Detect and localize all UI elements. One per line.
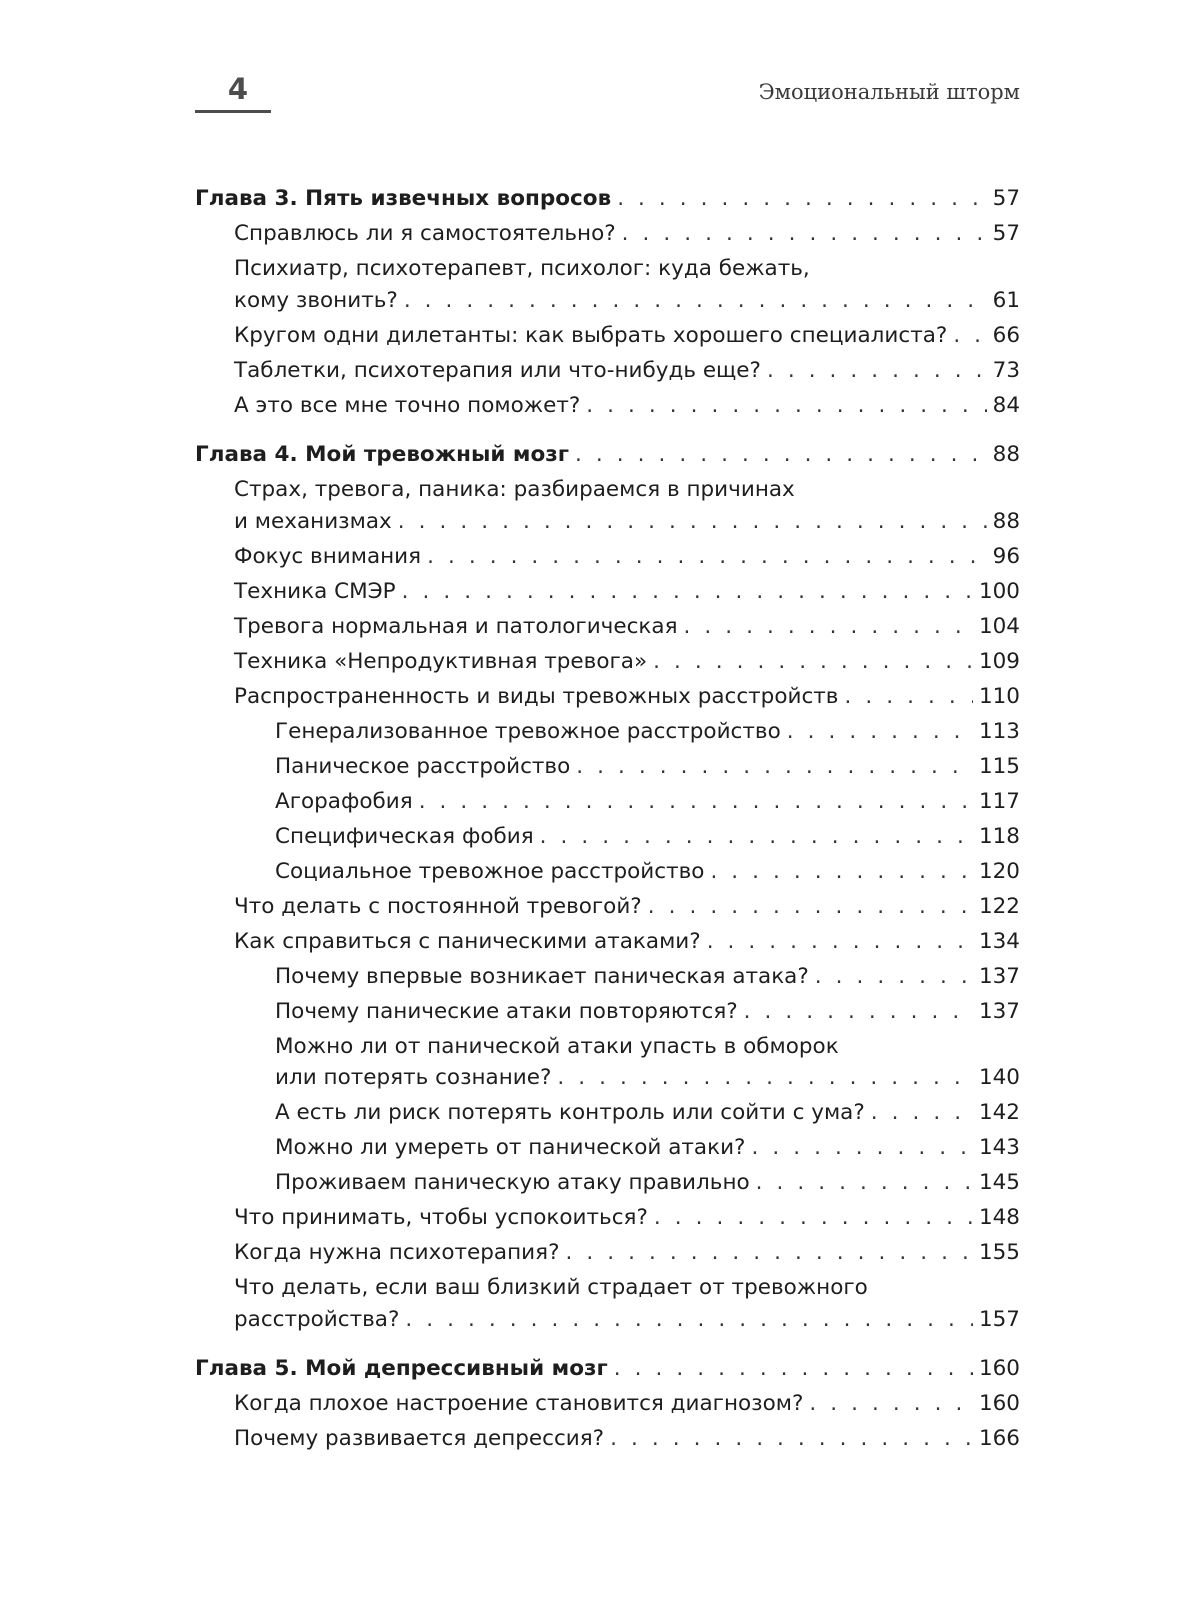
- toc-page-number: 61: [992, 287, 1020, 313]
- dot-leader: [576, 751, 973, 783]
- toc-page-number: 140: [978, 1065, 1020, 1090]
- toc-entry-row: [275, 996, 1020, 1028]
- dot-leader: [809, 1388, 973, 1420]
- toc-page-number: 88: [992, 508, 1020, 534]
- toc-entry-title: Специфическая фобия: [275, 823, 534, 849]
- dot-leader: [767, 355, 987, 387]
- toc-entry-title: Техника «Непродуктивная тревога»: [234, 648, 648, 674]
- toc-page-number: 142: [978, 1100, 1020, 1125]
- toc-entry-row: [234, 1423, 1020, 1455]
- toc-entry-row: [234, 1304, 1020, 1336]
- dot-leader: [710, 856, 973, 888]
- toc-entry-title: Справлюсь ли я самостоятельно?: [234, 221, 616, 246]
- toc-page-number: 155: [978, 1240, 1020, 1265]
- toc-entry-title-line: Страх, тревога, паника: разбираемся в причинах: [234, 477, 795, 502]
- table-of-contents: [195, 183, 1020, 1455]
- toc-chapter-entry: [195, 183, 1020, 215]
- toc-entry-row: [234, 681, 1020, 713]
- running-title: Эмоциональный шторм: [758, 80, 1020, 104]
- toc-entry-row: [234, 541, 1020, 573]
- toc-entry-row: [275, 856, 1020, 888]
- toc-entry-row: [234, 390, 1020, 422]
- toc-subsection-entry: [195, 961, 1020, 993]
- toc-entry-row: [234, 218, 1020, 250]
- dot-leader: [815, 961, 973, 993]
- toc-entry-title: Агорафобия: [275, 788, 413, 814]
- toc-subsection-entry: [195, 821, 1020, 853]
- toc-entry-row: [275, 716, 1020, 748]
- toc-entry-title: Распространенность и виды тревожных расстройств: [234, 683, 839, 709]
- toc-page-number: 134: [978, 928, 1020, 954]
- toc-page-number: 117: [978, 788, 1020, 814]
- toc-section-entry: [195, 576, 1020, 608]
- toc-entry-row: [234, 646, 1020, 678]
- dot-leader: [565, 1237, 972, 1269]
- toc-page-number: 110: [978, 683, 1020, 709]
- dot-leader: [648, 891, 973, 923]
- toc-entry-title: Что принимать, чтобы успокоиться?: [234, 1205, 648, 1230]
- toc-entry-title: Когда нужна психотерапия?: [234, 1240, 560, 1265]
- toc-entry-title: Техника СМЭР: [234, 578, 396, 604]
- dot-leader: [684, 611, 973, 643]
- toc-page-number: 113: [978, 718, 1020, 744]
- toc-entry-title-line: Можно ли от панической атаки упасть в обморок: [275, 1033, 839, 1059]
- toc-entry-row: [234, 611, 1020, 643]
- toc-subsection-entry: [195, 1132, 1020, 1164]
- toc-entry-title: А есть ли риск потерять контроль или сойти с ума?: [275, 1100, 865, 1125]
- toc-page-number: 88: [992, 442, 1020, 467]
- toc-subsection-entry: [195, 1097, 1020, 1129]
- dot-leader: [586, 390, 986, 422]
- dot-leader: [610, 1423, 973, 1455]
- toc-page-number: 109: [978, 648, 1020, 674]
- toc-entry-title: Почему впервые возникает паническая атака?: [275, 963, 809, 989]
- dot-leader: [871, 1097, 973, 1129]
- toc-entry-title: Когда плохое настроение становится диагнозом?: [234, 1391, 804, 1416]
- toc-page-number: 100: [978, 578, 1020, 604]
- toc-entry-row: [234, 576, 1020, 608]
- toc-page-number: 73: [992, 357, 1020, 383]
- toc-subsection-entry: [195, 1167, 1020, 1199]
- toc-page-number: 57: [992, 186, 1020, 211]
- toc-section-entry: [195, 1423, 1020, 1455]
- toc-entry-title: Проживаем паническую атаку правильно: [275, 1170, 750, 1195]
- toc-page-number: 148: [978, 1205, 1020, 1230]
- toc-entry-title: кому звонить?: [234, 287, 398, 313]
- dot-leader: [398, 506, 987, 538]
- toc-section-entry: [195, 1237, 1020, 1269]
- toc-section-entry: [195, 474, 1020, 537]
- toc-entry-title: Можно ли умереть от панической атаки?: [275, 1135, 746, 1160]
- toc-entry-title: Почему развивается депрессия?: [234, 1426, 605, 1451]
- toc-entry-title-line: Что делать, если ваш близкий страдает от тревожного: [234, 1275, 868, 1300]
- dot-leader: [787, 716, 973, 748]
- toc-page-number: 157: [978, 1306, 1020, 1332]
- toc-entry-row: [234, 1237, 1020, 1269]
- dot-leader: [617, 183, 986, 215]
- dot-leader: [419, 786, 973, 818]
- toc-page-number: 115: [978, 753, 1020, 779]
- toc-entry-row: [275, 786, 1020, 818]
- toc-entry-title: и механизмах: [234, 508, 392, 534]
- toc-entry-title: Кругом одни дилетанты: как выбрать хорошего специалиста?: [234, 322, 948, 348]
- page-number: 4: [227, 72, 249, 106]
- toc-entry-title: Глава 4. Мой тревожный мозг: [195, 442, 570, 467]
- toc-entry-title: Генерализованное тревожное расстройство: [275, 718, 781, 744]
- toc-entry-row: [234, 891, 1020, 923]
- toc-page-number: 160: [978, 1356, 1020, 1381]
- toc-entry-row: [234, 1388, 1020, 1420]
- toc-entry-row: [195, 1353, 1020, 1385]
- toc-entry-row: [275, 1167, 1020, 1199]
- toc-entry-title: Что делать с постоянной тревогой?: [234, 893, 642, 919]
- toc-page-number: 137: [978, 998, 1020, 1024]
- toc-section-entry: [195, 1272, 1020, 1335]
- toc-entry-title: Паническое расстройство: [275, 753, 571, 779]
- toc-page-number: 57: [992, 221, 1020, 246]
- toc-page-number: 143: [978, 1135, 1020, 1160]
- toc-section-entry: [195, 355, 1020, 387]
- toc-entry-title: Глава 3. Пять извечных вопросов: [195, 186, 612, 211]
- toc-section-entry: [195, 320, 1020, 352]
- dot-leader: [653, 646, 973, 678]
- toc-subsection-entry: [195, 1031, 1020, 1094]
- page-number-rule: [195, 110, 271, 113]
- toc-page-number: 166: [978, 1426, 1020, 1451]
- toc-chapter-entry: [195, 1353, 1020, 1385]
- toc-section-entry: [195, 1388, 1020, 1420]
- dot-leader: [707, 926, 973, 958]
- toc-page-number: 84: [992, 392, 1020, 418]
- toc-page-number: 96: [992, 543, 1020, 569]
- toc-page-number: 66: [992, 322, 1020, 348]
- toc-section-entry: [195, 891, 1020, 923]
- toc-section-entry: [195, 541, 1020, 573]
- toc-entry-row: [234, 1202, 1020, 1234]
- toc-entry-title: Как справиться с паническими атаками?: [234, 928, 701, 954]
- dot-leader: [540, 821, 973, 853]
- toc-entry-row: [234, 355, 1020, 387]
- toc-page-number: 137: [978, 963, 1020, 989]
- toc-entry-row: [195, 439, 1020, 471]
- toc-entry-row: [275, 1097, 1020, 1129]
- toc-page-number: 122: [978, 893, 1020, 919]
- toc-entry-row: [234, 506, 1020, 538]
- toc-entry-row: [234, 926, 1020, 958]
- dot-leader: [557, 1062, 973, 1094]
- dot-leader: [744, 996, 973, 1028]
- toc-entry-row: [275, 821, 1020, 853]
- toc-entry-title: Глава 5. Мой депрессивный мозг: [195, 1356, 608, 1381]
- toc-page-number: 104: [978, 613, 1020, 639]
- toc-section-entry: [195, 611, 1020, 643]
- toc-section-entry: [195, 1202, 1020, 1234]
- toc-page-number: 120: [978, 858, 1020, 884]
- toc-entry-title: Фокус внимания: [234, 543, 422, 569]
- toc-section-entry: [195, 681, 1020, 713]
- toc-subsection-entry: [195, 996, 1020, 1028]
- toc-entry-row: [234, 320, 1020, 352]
- toc-entry-title: Таблетки, психотерапия или что-нибудь еще?: [234, 357, 761, 383]
- dot-leader: [402, 576, 973, 608]
- toc-entry-row: [275, 961, 1020, 993]
- toc-entry-row: [275, 1062, 1020, 1094]
- dot-leader: [575, 439, 987, 471]
- toc-section-entry: [195, 253, 1020, 316]
- toc-subsection-entry: [195, 856, 1020, 888]
- toc-section-entry: [195, 390, 1020, 422]
- toc-entry-row: [234, 285, 1020, 317]
- toc-page-number: 118: [978, 823, 1020, 849]
- toc-section-entry: [195, 926, 1020, 958]
- dot-leader: [751, 1132, 972, 1164]
- dot-leader: [756, 1167, 973, 1199]
- toc-section-entry: [195, 218, 1020, 250]
- toc-page-number: 145: [978, 1170, 1020, 1195]
- toc-entry-title: А это все мне точно поможет?: [234, 392, 581, 418]
- dot-leader: [427, 541, 987, 573]
- dot-leader: [622, 218, 987, 250]
- toc-subsection-entry: [195, 716, 1020, 748]
- toc-entry-title: Тревога нормальная и патологическая: [234, 613, 678, 639]
- toc-entry-row: [275, 1132, 1020, 1164]
- toc-entry-title: Почему панические атаки повторяются?: [275, 998, 738, 1024]
- dot-leader: [654, 1202, 973, 1234]
- toc-entry-title: Социальное тревожное расстройство: [275, 858, 705, 884]
- dot-leader: [614, 1353, 973, 1385]
- page-header: [195, 70, 1020, 120]
- dot-leader: [953, 320, 986, 352]
- toc-entry-title-line: Психиатр, психотерапевт, психолог: куда бежать,: [234, 256, 810, 281]
- dot-leader: [404, 285, 987, 317]
- toc-subsection-entry: [195, 751, 1020, 783]
- toc-entry-title: расстройства?: [234, 1306, 400, 1332]
- dot-leader: [844, 681, 972, 713]
- toc-entry-title: или потерять сознание?: [275, 1065, 552, 1090]
- toc-page-number: 160: [978, 1391, 1020, 1416]
- toc-subsection-entry: [195, 786, 1020, 818]
- toc-chapter-entry: [195, 439, 1020, 471]
- toc-entry-row: [195, 183, 1020, 215]
- toc-entry-row: [275, 751, 1020, 783]
- dot-leader: [405, 1304, 973, 1336]
- toc-section-entry: [195, 646, 1020, 678]
